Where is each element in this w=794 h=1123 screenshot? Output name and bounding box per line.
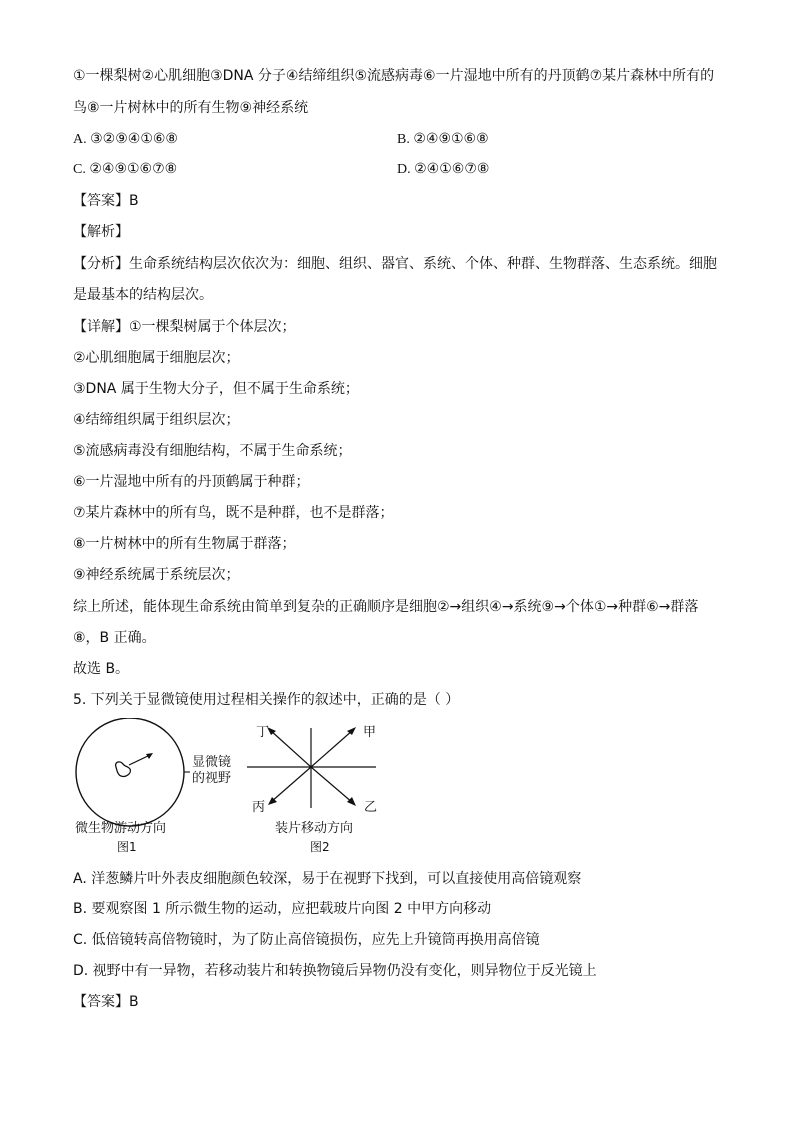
q4-detail-line: ⑦某片森林中的所有鸟，既不是种群，也不是群落； — [73, 505, 394, 521]
fig1-caption: 微生物游动方向 — [75, 821, 167, 836]
q4-analysis-title: 【解析】 — [73, 224, 129, 240]
q4-detail-line: ⑨神经系统属于系统层次； — [73, 567, 240, 583]
microorganism-shape — [116, 762, 131, 777]
q5-option-c: C. 低倍镜转高倍物镜时，为了防止高倍镜损伤，应先上升镜筒再换用高倍镜 — [73, 932, 540, 948]
microorganism-direction-arrow — [129, 755, 150, 765]
arrow-yi — [311, 767, 353, 803]
q5-option-d: D. 视野中有一异物，若移动装片和转换物镜后异物仍没有变化，则异物位于反光镜上 — [73, 963, 597, 979]
fig1-side-label-2: 的视野 — [192, 771, 232, 786]
microscope-figure — [70, 718, 400, 858]
q4-option-d: D. ②④①⑥⑦⑧ — [397, 162, 490, 177]
q4-answer: 【答案】B — [73, 193, 139, 209]
q4-summary-line-2: ⑧，B 正确。 — [73, 630, 156, 646]
arrow-jia — [311, 730, 353, 767]
q4-analysis-line-2: 是最基本的结构层次。 — [73, 287, 213, 303]
arrow-ding — [270, 730, 311, 767]
q4-option-a: A. ③②⑨④①⑥⑧ — [73, 132, 178, 147]
q4-conclusion: 故选 B。 — [73, 661, 130, 677]
q4-summary-line-1: 综上所述，能体现生命系统由简单到复杂的正确顺序是细胞②→组织④→系统⑨→个体①→种群⑥→群落 — [73, 599, 699, 615]
arrow-bing — [271, 767, 311, 802]
q4-detail-line: ⑥一片湿地中所有的丹顶鹤属于种群； — [73, 474, 310, 490]
q4-option-c: C. ②④⑨①⑥⑦⑧ — [73, 162, 178, 177]
direction-yi-label: 乙 — [364, 800, 378, 815]
q5-answer: 【答案】B — [73, 994, 139, 1010]
direction-jia-label: 甲 — [363, 725, 377, 740]
q4-detail-line: ④结缔组织属于组织层次； — [73, 412, 240, 428]
q5-stem: 5. 下列关于显微镜使用过程相关操作的叙述中，正确的是（ ） — [73, 692, 460, 708]
q5-option-b: B. 要观察图 1 所示微生物的运动，应把载玻片向图 2 中甲方向移动 — [73, 901, 492, 917]
direction-bing-label: 丙 — [252, 800, 266, 815]
fig1-number: 图1 — [117, 840, 137, 854]
fig2-number: 图2 — [310, 840, 330, 854]
fig1-side-label-1: 显微镜 — [192, 755, 232, 770]
q4-option-b: B. ②④⑨①⑥⑧ — [397, 132, 489, 147]
direction-ding-label: 丁 — [256, 725, 270, 740]
q5-option-a: A. 洋葱鳞片叶外表皮细胞颜色较深，易于在视野下找到，可以直接使用高倍镜观察 — [73, 871, 582, 887]
q4-detail-line: ⑤流感病毒没有细胞结构，不属于生命系统； — [73, 443, 352, 459]
q4-detail-line: ⑧一片树林中的所有生物属于群落； — [73, 536, 296, 552]
q4-detail-line: 【详解】①一棵梨树属于个体层次； — [73, 319, 296, 335]
q4-detail-line: ②心肌细胞属于细胞层次； — [73, 350, 240, 366]
q4-detail-line: ③DNA 属于生物大分子，但不属于生命系统； — [73, 381, 359, 397]
q4-analysis-line-1: 【分析】生命系统结构层次依次为：细胞、组织、器官、系统、个体、种群、生物群落、生态系统。细胞 — [73, 256, 717, 272]
q4-stem-line-2: 鸟⑧一片树林中的所有生物⑨神经系统 — [73, 100, 309, 116]
q4-stem-line-1: ①一棵梨树②心肌细胞③DNA 分子④结缔组织⑤流感病毒⑥一片湿地中所有的丹顶鹤⑦某片森林中所有的 — [73, 68, 715, 84]
fig2-caption: 装片移动方向 — [275, 821, 354, 836]
